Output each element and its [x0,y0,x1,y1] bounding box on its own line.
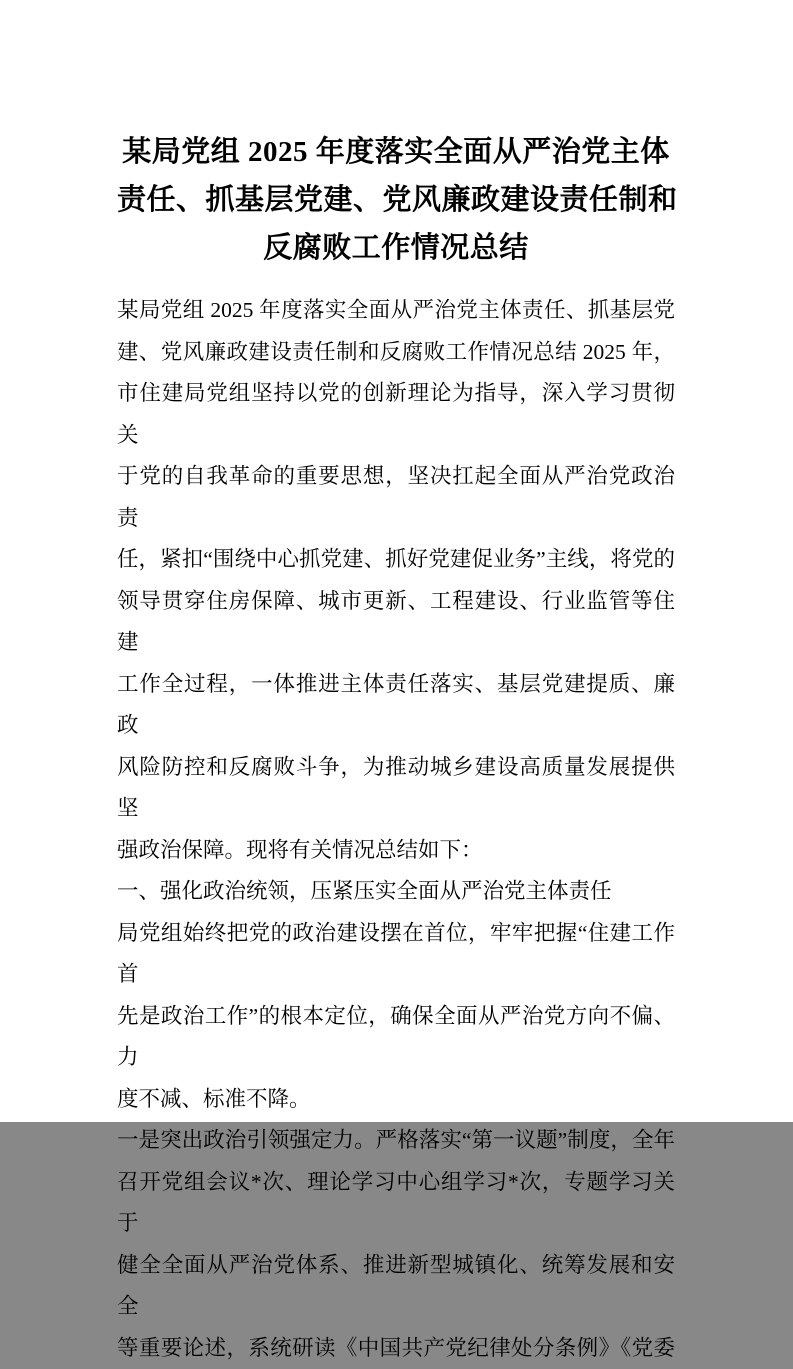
section-heading: 一、强化政治统领，压紧压实全面从严治党主体责任 [117,871,675,913]
body-line: 风险防控和反腐败斗争，为推动城乡建设高质量发展提供坚 [117,747,675,830]
intro-paragraph [117,290,675,871]
body-line: 局党组始终把党的政治建设摆在首位，牢牢把握“住建工作首 [117,913,675,996]
body-line: 领导贯穿住房保障、城市更新、工程建设、行业监管等住建 [117,581,675,664]
body-line: 召开党组会议*次、理论学习中心组学习*次，专题学习关于 [117,1162,675,1245]
subsection-paragraph [117,1120,675,1369]
body-line: 某局党组 2025 年度落实全面从严治党主体责任、抓基层党 [117,290,675,332]
body-line: 建、党风廉政建设责任制和反腐败工作情况总结 2025 年， [117,332,675,374]
body-line: 于党的自我革命的重要思想，坚决扛起全面从严治党政治责 [117,456,675,539]
body-line: 先是政治工作”的根本定位，确保全面从严治党方向不偏、力 [117,996,675,1079]
body-line: 任，紧扣“围绕中心抓党建、抓好党建促业务”主线，将党的 [117,539,675,581]
section-body-paragraph [117,913,675,1121]
title-line: 某局党组 2025 年度落实全面从严治党主体 [117,128,675,176]
body-line: 健全全面从严治党体系、推进新型城镇化、统筹发展和安全 [117,1245,675,1328]
body-line: 一是突出政治引领强定力。严格落实“第一议题”制度，全年 [117,1120,675,1162]
body-line: 市住建局党组坚持以党的创新理论为指导，深入学习贯彻关 [117,373,675,456]
document-body [117,290,675,1369]
body-line: 等重要论述，系统研读《中国共产党纪律处分条例》《党委 [117,1328,675,1369]
body-line: 度不减、标准不降。 [117,1079,675,1121]
title-line: 责任、抓基层党建、党风廉政建设责任制和 [117,176,675,224]
body-line: 强政治保障。现将有关情况总结如下： [117,830,675,872]
document-title [117,128,675,272]
body-line: 工作全过程，一体推进主体责任落实、基层党建提质、廉政 [117,664,675,747]
title-line: 反腐败工作情况总结 [117,224,675,272]
section-heading-paragraph [117,871,675,913]
